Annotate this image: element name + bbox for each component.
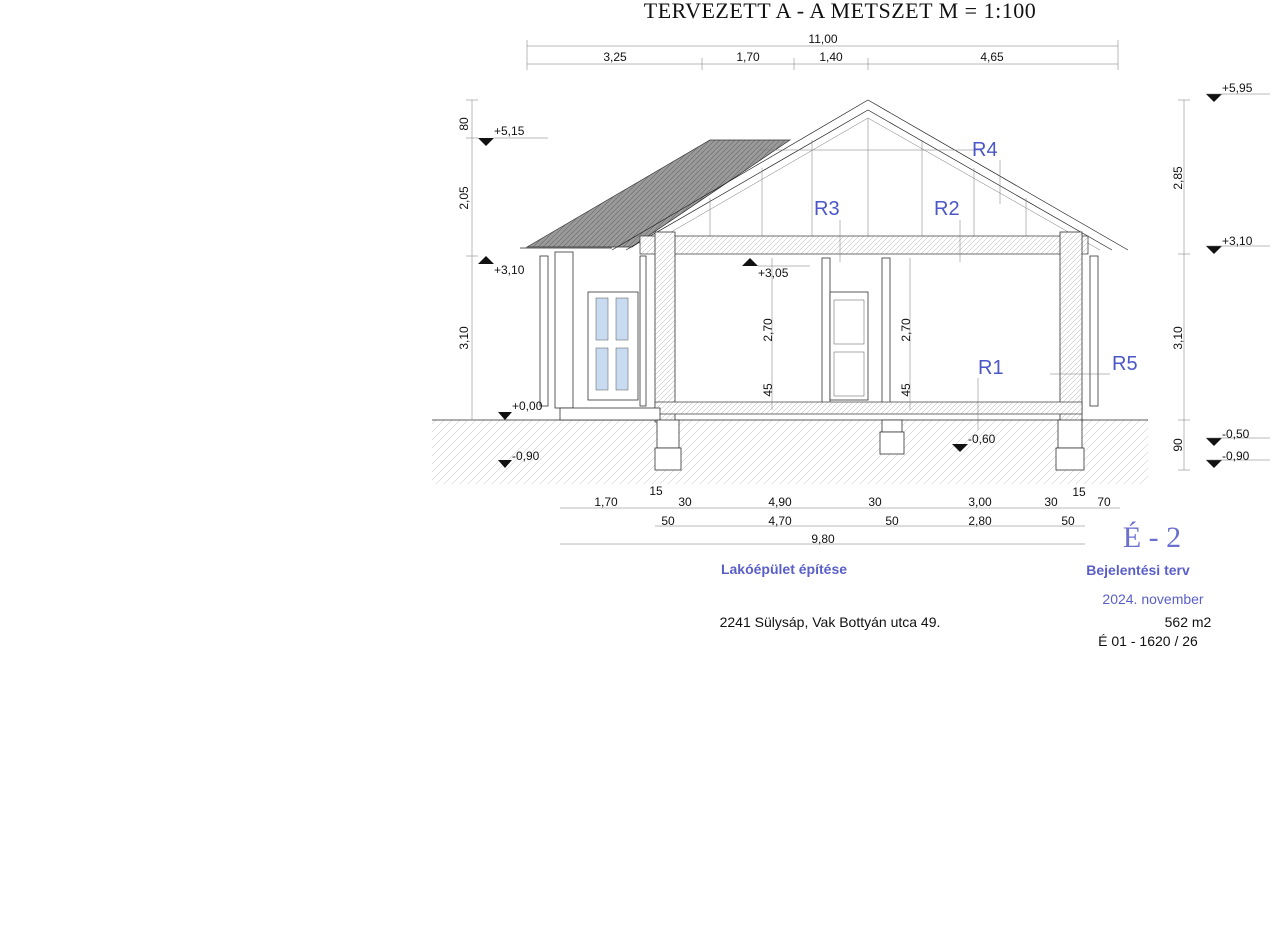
level-right-2: +3,10 — [1222, 234, 1253, 248]
level-left-2: +3,10 — [494, 263, 525, 277]
dim-top-total: 11,00 — [808, 32, 838, 46]
dim-left-1: 80 — [457, 117, 471, 131]
level-left-3: +0,00 — [512, 399, 543, 413]
dim-top-2: 1,70 — [736, 50, 760, 64]
plan-type: Bejelentési terv — [1086, 562, 1190, 578]
dim-bottom-r2-3: 50 — [885, 514, 899, 528]
title-block — [720, 521, 1212, 649]
drawing-title: TERVEZETT A - A METSZET M = 1:100 — [643, 0, 1037, 23]
dim-inner-4: 45 — [899, 383, 913, 397]
address: 2241 Sülysáp, Vak Bottyán utca 49. — [719, 614, 941, 630]
sheet-number: É - 2 — [1122, 521, 1182, 554]
dim-left-2: 2,05 — [457, 186, 471, 210]
dim-bottom-r1-8: 15 — [1072, 485, 1086, 499]
room-label-r5: R5 — [1112, 353, 1138, 375]
dim-inner-1: 2,70 — [761, 318, 775, 342]
room-label-r2: R2 — [934, 198, 960, 220]
dim-bottom-r2-5: 50 — [1061, 514, 1075, 528]
level-right-1: +5,95 — [1222, 81, 1253, 95]
dim-bottom-r1-1: 1,70 — [594, 495, 618, 509]
dim-inner-3: 2,70 — [899, 318, 913, 342]
bottom-dimensions — [560, 484, 1120, 546]
room-label-r3: R3 — [814, 198, 840, 220]
level-inner-2: -0,60 — [968, 432, 996, 446]
dim-bottom-r2-4: 2,80 — [968, 514, 992, 528]
dim-right-2: 3,10 — [1171, 326, 1185, 350]
dim-right-1: 2,85 — [1171, 166, 1185, 190]
dim-bottom-r1-5: 30 — [868, 495, 882, 509]
left-dimensions — [457, 100, 478, 420]
level-right-4: -0,90 — [1222, 449, 1250, 463]
dim-bottom-r1-7: 30 — [1044, 495, 1058, 509]
dim-bottom-r1-3: 30 — [678, 495, 692, 509]
dim-bottom-r1-6: 3,00 — [968, 495, 992, 509]
dim-bottom-r2-1: 50 — [661, 514, 675, 528]
levels-left — [478, 124, 548, 468]
project-name: Lakóépület építése — [720, 561, 848, 577]
level-right-3: -0,50 — [1222, 427, 1250, 441]
soil-hatch — [432, 420, 1148, 484]
level-left-1: +5,15 — [494, 124, 525, 138]
room-label-r4: R4 — [972, 139, 998, 161]
level-left-4: -0,90 — [512, 449, 540, 463]
plan-date: 2024. november — [1102, 591, 1204, 607]
dim-top-1: 3,25 — [603, 50, 627, 64]
dim-bottom-total: 9,80 — [811, 532, 835, 546]
window-left — [588, 292, 638, 400]
dim-inner-2: 45 — [761, 383, 775, 397]
dim-bottom-r1-4: 4,90 — [768, 495, 792, 509]
dim-top-4: 4,65 — [980, 50, 1004, 64]
dim-bottom-r1-2: 15 — [649, 484, 663, 498]
top-dimensions — [527, 32, 1118, 70]
permit-id: É 01 - 1620 / 26 — [1098, 633, 1198, 649]
roof — [520, 100, 1128, 254]
dim-right-3: 90 — [1171, 438, 1185, 452]
dim-left-3: 3,10 — [457, 326, 471, 350]
dim-bottom-r2-2: 4,70 — [768, 514, 792, 528]
right-dimensions — [1171, 100, 1190, 470]
area: 562 m2 — [1164, 614, 1212, 630]
dim-bottom-r1-9: 70 — [1097, 495, 1111, 509]
level-inner-1: +3,05 — [758, 266, 789, 280]
door-middle — [830, 292, 868, 400]
room-label-r1: R1 — [978, 357, 1004, 379]
dim-top-3: 1,40 — [819, 50, 843, 64]
levels-right — [1206, 81, 1270, 468]
